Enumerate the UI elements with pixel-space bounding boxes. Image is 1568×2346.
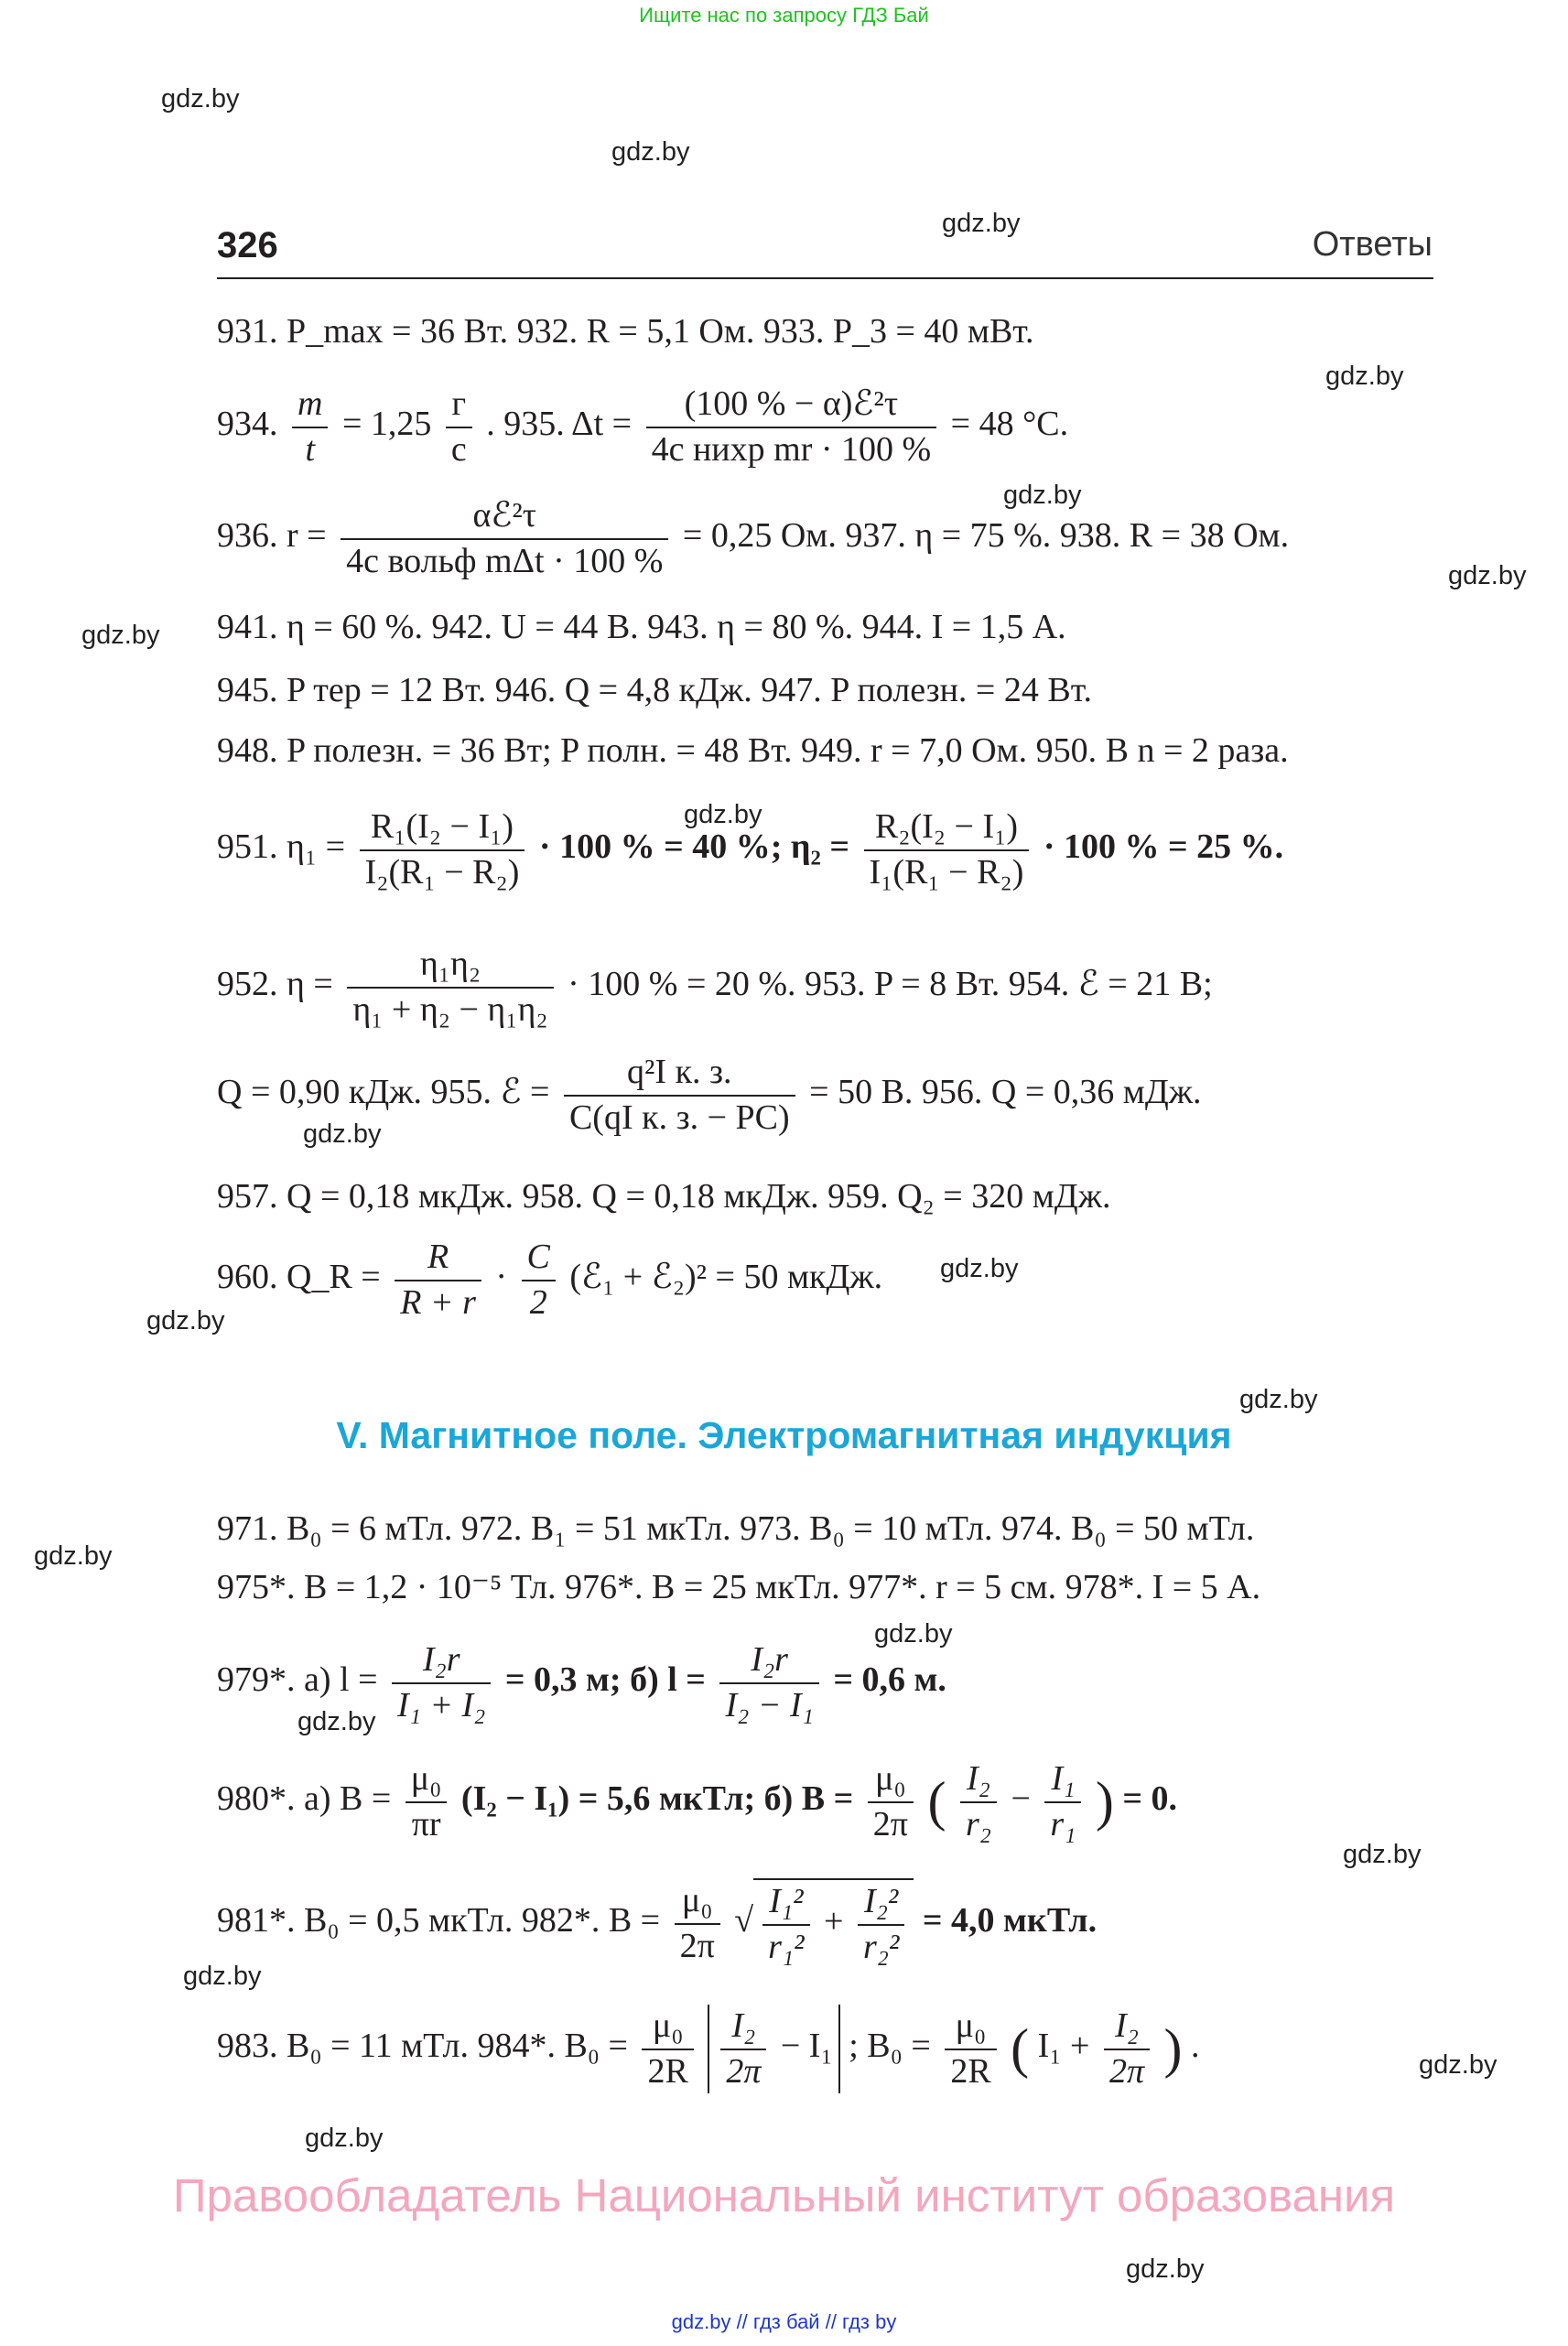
top-search-note: Ищите нас по запросу ГДЗ Бай	[639, 4, 929, 27]
fraction-980-b: $\frac{\text{μ₀}}{2\pi}$	[868, 1757, 914, 1846]
fraction-934-unit: $\frac{г}{с}$	[446, 383, 472, 471]
answer-line-941: 941. η = 60 %. 942. U = 44 В. 943. η = 80 %. 944. I = 1,5 А.	[217, 608, 1066, 646]
fraction-980-a: $\frac{\text{μ₀}}{\pi r}$	[406, 1757, 448, 1846]
answer-981-982: 981*. B₀ = 0,5 мкТл. 982*. B = $\frac{\text{μ₀}}{2\pi}$ √ $\frac{\text{I₁²}}{\text{r₁²}}$ + $\frac{\text{I₂²}}{\text{r₂²}}$ = 4,0 мкТл.	[217, 1878, 1097, 1969]
answer-934-label: 934.	[217, 405, 278, 444]
fraction-979-a: $\frac{\text{I₂r}}{\text{I₁ + I₂}}$	[392, 1638, 491, 1727]
fraction-984-b: $\frac{\text{μ₀}}{2R}$	[945, 2005, 996, 2093]
answer-980: 980*. а) B = $\frac{\text{μ₀}}{\pi r}$ (I₂ − I₁) = 5,6 мкТл; б) B = $\frac{\text{μ₀}}{2\pi}$ ( $\frac{\text{I₂}}{\text{r₂}}$ − $\frac{\text{I₁}}{\text{r₁}}$ ) = 0.	[217, 1757, 1177, 1846]
watermark: gdz.by	[183, 1962, 262, 1991]
watermark: gdz.by	[874, 1619, 953, 1649]
watermark: gdz.by	[81, 621, 160, 650]
abs-bars-984: $\frac{\text{I₂}}{2\pi}$ − I₁	[708, 2005, 839, 2093]
answer-line-945: 945. P тер = 12 Вт. 946. Q = 4,8 кДж. 947. P полезн. = 24 Вт.	[217, 671, 1092, 709]
answer-934-935: 934. $\frac{m}{t}$ = 1,25 $\frac{г}{с}$ . 935. Δt = $\frac{\text{(100 \% − α)ℰ²τ}}{\text{4c нихр mr · 100 \%}}$ = 48 °C.	[217, 383, 1068, 471]
watermark: gdz.by	[940, 1254, 1019, 1283]
sqrt-982: $\frac{\text{I₁²}}{\text{r₁²}}$ + $\frac{\text{I₂²}}{\text{r₂²}}$	[753, 1878, 914, 1969]
watermark: gdz.by	[297, 1707, 376, 1736]
answer-952-954: 952. η = $\frac{\text{η₁η₂}}{\text{η₁ + η₂ − η₁η₂}}$ · 100 % = 20 %. 953. P = 8 Вт. 954. ℰ = 21 В;	[217, 943, 1213, 1032]
fraction-935: $\frac{\text{(100 \% − α)ℰ²τ}}{\text{4c нихр mr · 100 \%}}$	[646, 383, 937, 471]
page-number: 326	[217, 225, 278, 265]
answer-line-975: 975*. B = 1,2 · 10⁻⁵ Тл. 976*. B = 25 мкТл. 977*. r = 5 см. 978*. I = 5 А.	[217, 1568, 1261, 1606]
watermark: gdz.by	[1126, 2254, 1205, 2284]
answer-960: 960. Q_R = $\frac{R}{R + r}$ · $\frac{C}{2}$ (ℰ₁ + ℰ₂)² = 50 мкДж.	[217, 1236, 882, 1324]
answer-955-956: Q = 0,90 кДж. 955. ℰ = $\frac{\text{q²I к. з.}}{\text{C(qI к. з. − PC)}}$ = 50 В. 956. Q = 0,36 мДж.	[217, 1051, 1202, 1140]
footer-links[interactable]: gdz.by // гдз бай // гдз by	[671, 2310, 897, 2333]
answer-979: 979*. а) l = $\frac{\text{I₂r}}{\text{I₁ + I₂}}$ = 0,3 м; б) l = $\frac{\text{I₂r}}{\text{I₂ − I₁}}$ = 0,6 м.	[217, 1638, 946, 1727]
copyright-notice: Правообладатель Национальный институт образования	[172, 2169, 1396, 2222]
fraction-984-a: $\frac{\text{μ₀}}{2R}$	[642, 2005, 693, 2093]
fraction-982-a: $\frac{\text{μ₀}}{2\pi}$	[675, 1879, 720, 1968]
fraction-979-b: $\frac{\text{I₂r}}{\text{I₂ − I₁}}$	[719, 1638, 818, 1727]
watermark: gdz.by	[684, 800, 762, 829]
watermark: gdz.by	[305, 2124, 384, 2153]
watermark: gdz.by	[1003, 481, 1082, 510]
watermark: gdz.by	[303, 1119, 382, 1149]
fraction-936: $\frac{\text{αℰ²τ}}{\text{4c вольф mΔt · 100 \%}}$	[341, 494, 668, 583]
fraction-951-b: $\frac{\text{R₂(I₂ − I₁)}}{\text{I₁(R₁ − R₂)}}$	[864, 805, 1030, 894]
answer-line-931: 931. P_max = 36 Вт. 932. R = 5,1 Ом. 933. P_3 = 40 мВт.	[217, 312, 1034, 351]
section-title: V. Магнитное поле. Электромагнитная индукция	[336, 1414, 1232, 1456]
watermark: gdz.by	[1343, 1840, 1422, 1869]
fraction-934: $\frac{m}{t}$	[292, 383, 328, 471]
answer-936-938: 936. r = $\frac{\text{αℰ²τ}}{\text{4c вольф mΔt · 100 \%}}$ = 0,25 Ом. 937. η = 75 %. 938. R = 38 Ом.	[217, 494, 1289, 583]
answer-line-948: 948. P полезн. = 36 Вт; P полн. = 48 Вт. 949. r = 7,0 Ом. 950. В n = 2 раза.	[217, 731, 1289, 770]
watermark: gdz.by	[1239, 1385, 1318, 1414]
answer-951: 951. η₁ = $\frac{\text{R₁(I₂ − I₁)}}{\text{I₂(R₁ − R₂)}}$ · 100 % = 40 %; η₂ = $\frac{\text{R₂(I₂ − I₁)}}{\text{I₁(R₁ − R₂)}}$ · 100 % = 25 %.	[217, 805, 1283, 894]
fraction-952: $\frac{\text{η₁η₂}}{\text{η₁ + η₂ − η₁η₂}}$	[347, 943, 553, 1032]
watermark: gdz.by	[1419, 2050, 1498, 2080]
fraction-980-c: $\frac{\text{I₂}}{\text{r₂}}$	[960, 1757, 997, 1846]
header-rule	[217, 277, 1433, 279]
running-title: Ответы	[1312, 225, 1433, 264]
fraction-980-d: $\frac{\text{I₁}}{\text{r₁}}$	[1044, 1757, 1081, 1846]
answer-line-957: 957. Q = 0,18 мкДж. 958. Q = 0,18 мкДж. 959. Q₂ = 320 мДж.	[217, 1177, 1111, 1216]
watermark: gdz.by	[161, 84, 240, 114]
watermark: gdz.by	[611, 137, 690, 167]
answer-983-984: 983. B₀ = 11 мТл. 984*. B₀ = $\frac{\text{μ₀}}{2R}$ $\frac{\text{I₂}}{2\pi}$ − I₁ ; B₀ = $\frac{\text{μ₀}}{2R}$ ( I₁ + $\frac{\text{I₂}}{2\pi}$ ) .	[217, 2005, 1200, 2093]
fraction-960-b: $\frac{C}{2}$	[522, 1236, 556, 1324]
watermark: gdz.by	[942, 209, 1021, 238]
fraction-960-a: $\frac{R}{R + r}$	[395, 1236, 481, 1324]
fraction-955: $\frac{\text{q²I к. з.}}{\text{C(qI к. з. − PC)}}$	[564, 1051, 795, 1140]
fraction-951-a: $\frac{\text{R₁(I₂ − I₁)}}{\text{I₂(R₁ − R₂)}}$	[360, 805, 525, 894]
answer-line-971: 971. B₀ = 6 мТл. 972. B₁ = 51 мкТл. 973. B₀ = 10 мТл. 974. B₀ = 50 мТл.	[217, 1509, 1255, 1548]
watermark: gdz.by	[146, 1306, 225, 1335]
watermark: gdz.by	[1448, 561, 1527, 590]
watermark: gdz.by	[34, 1541, 113, 1571]
watermark: gdz.by	[1325, 362, 1404, 391]
